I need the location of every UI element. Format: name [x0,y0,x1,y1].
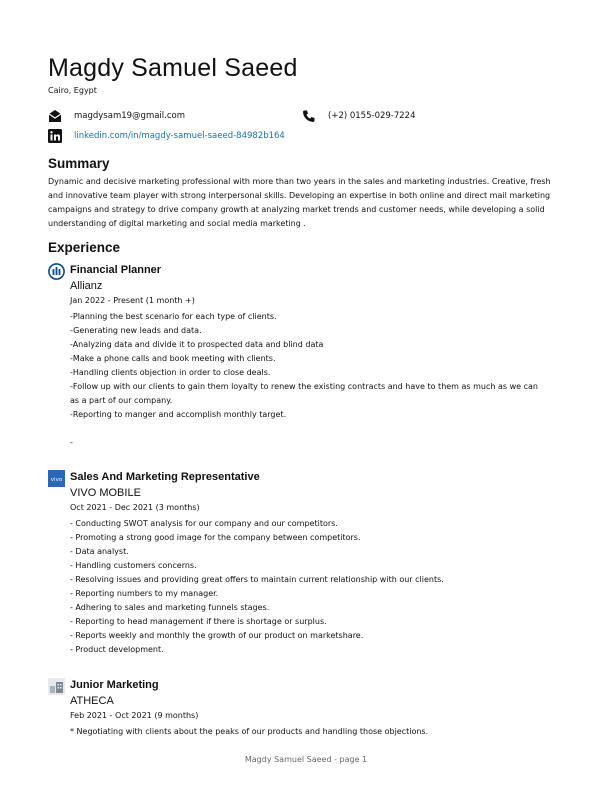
job-dates: Oct 2021 - Dec 2021 (3 months) [70,503,200,512]
allianz-logo-icon [48,263,65,280]
job-bullets [70,517,540,657]
bullet-item: -Reporting to manger and accomplish monthly target. [70,410,287,419]
bullet-item: - Reports weekly and monthly the growth of our product on marketshare. [70,631,364,640]
bullet-item: - Handling customers concerns. [70,561,197,570]
job-title: Financial Planner [70,264,162,276]
bullet-item: - Adhering to sales and marketing funnels stages. [70,603,270,612]
bullet-item: - [70,438,73,447]
company-name: ATHECA [70,695,114,707]
bullet-item: -Generating new leads and data. [70,326,202,335]
company-placeholder-icon [48,678,65,695]
candidate-name: Magdy Samuel Saeed [48,54,298,82]
vivo-logo-text: vivo [50,477,63,483]
phone-icon [302,109,316,123]
summary-text: Dynamic and decisive marketing professional with more than two years in the sales and marketing industries. Creative, fresh and innovative team player with strong interpersonal skills. Developing an expertise in both online and direct mail marketing campaigns and strategy to drive company growth at analyzing market trends and customer needs, while developing a solid understanding of digital marketing and social media marketing . [48,177,551,228]
bullet-item: -Planning the best scenario for each type of clients. [70,312,277,321]
job-bullets [70,310,540,450]
bullet-item: - Reporting to head management if there is shortage or surplus. [70,617,327,626]
linkedin-link[interactable]: linkedin.com/in/magdy-samuel-saeed-84982b164 [74,131,285,141]
page-footer: Magdy Samuel Saeed - page 1 [244,755,368,764]
bullet-item: - Data analyst. [70,547,129,556]
job-dates: Feb 2021 - Oct 2021 (9 months) [70,711,199,720]
linkedin-icon [48,129,62,143]
bullet-item: -Handling clients objection in order to close deals. [70,368,271,377]
mail-icon [48,109,62,123]
email-text[interactable]: magdysam19@gmail.com [74,111,186,121]
bullet-item: - Promoting a strong good image for the company between competitors. [70,533,361,542]
company-name: Allianz [70,280,103,292]
bullet-item: - Reporting numbers to my manager. [70,589,219,598]
phone-contact [302,109,416,123]
email-contact [48,109,185,123]
bullet-item: - Product development. [70,645,164,654]
job-title: Sales And Marketing Representative [70,471,260,483]
phone-text[interactable]: (+2) 0155-029-7224 [328,111,416,121]
bullet-item: -Analyzing data and divide it to prospected data and blind data [70,340,324,349]
bullet-item: - Conducting SWOT analysis for our company and our competitors. [70,519,338,528]
company-name: VIVO MOBILE [70,487,141,499]
job-bullets [70,725,540,739]
job-dates: Jan 2022 - Present (1 month +) [70,296,195,305]
bullet-item [70,422,540,436]
location: Cairo, Egypt [48,86,97,95]
bullet-item: -Follow up with our clients to gain them loyalty to renew the existing contracts and have to them as much as we can as a part of our company. [70,382,541,405]
experience-heading: Experience [48,240,121,255]
linkedin-contact [48,129,285,143]
vivo-logo-icon [48,470,65,487]
bullet-item: -Make a phone calls and book meeting with clients. [70,354,276,363]
bullet-item: * Negotiating with clients about the peaks of our products and handling those objections. [70,727,429,736]
bullet-item: - Resolving issues and providing great offers to maintain current relationship with our clients. [70,575,444,584]
job-title: Junior Marketing [70,679,159,691]
summary-heading: Summary [48,156,110,171]
